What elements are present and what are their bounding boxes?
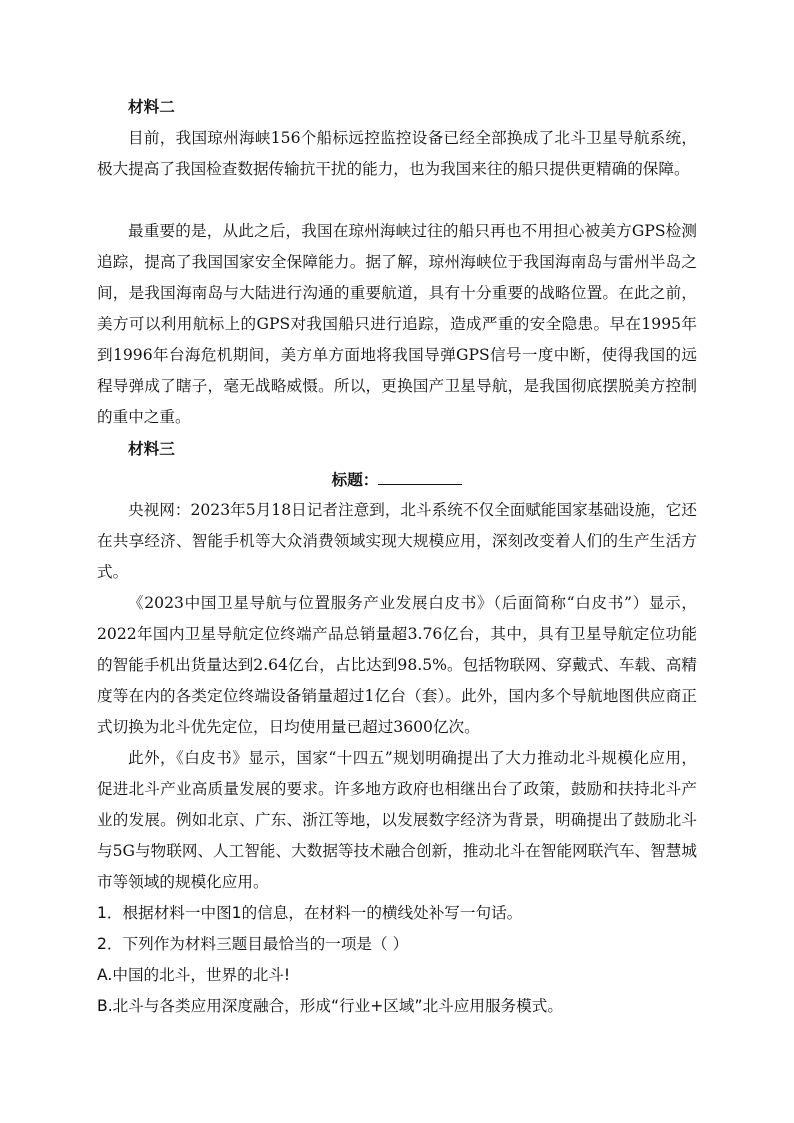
question-2-option-a: A.中国的北斗，世界的北斗! xyxy=(97,966,291,984)
question-2: 2．下列作为材料三题目最恰当的一项是（ ） xyxy=(97,935,409,953)
material-2-paragraph-1: 目前，我国琼州海峡156个船标远控监控设备已经全部换成了北斗卫星导航系统，极大提高了我国检查数据传输抗干扰的能力，也为我国来往的船只提供更精确的保障。 xyxy=(97,129,697,178)
material-3-title-line xyxy=(97,464,697,495)
material-2-paragraph-2: 最重要的是，从此之后，我国在琼州海峡过往的船只再也不用担心被美方GPS检测追踪，提高了我国国家安全保障能力。据了解，琼州海峡位于我国海南岛与雷州半岛之间，是我国海南岛与大陆进行沟通的重要航道，具有十分重要的战略位置。在此之前，美方可以利用航标上的GPS对我国船只进行追踪，造成严重的安全隐患。早在1995年到1996年台海危机期间，美方单方面地将我国导弹GPS信号一度中断，使得我国的远程导弹成了瞎子，毫无战略威慑。所以，更换国产卫星导航，是我国彻底摆脱美方控制的重中之重。 xyxy=(97,222,697,426)
material-3-heading: 材料三 xyxy=(128,439,175,458)
question-2-option-b: B.北斗与各类应用深度融合，形成“行业+区域”北斗应用服务模式。 xyxy=(97,997,563,1015)
material-3-paragraph-3: 此外，《白皮书》显示，国家“十四五”规划明确提出了大力推动北斗规模化应用，促进北斗产业高质量发展的要求。许多地方政府也相继出台了政策，鼓励和扶持北斗产业的发展。例如北京、广东、浙江等地，以发展数字经济为背景，明确提出了鼓励北斗与5G与物联网、人工智能、大数据等技术融合创新，推动北斗在智能网联汽车、智慧城市等领域的规模化应用。 xyxy=(97,749,697,891)
material-2-heading: 材料二 xyxy=(128,97,175,116)
material-3-paragraph-2: 《2023中国卫星导航与位置服务产业发展白皮书》（后面简称“白皮书”）显示，2022年国内卫星导航定位终端产品总销量超3.76亿台，其中，具有卫星导航定位功能的智能手机出货量达到2.64亿台，占比达到98.5%。包括物联网、穿戴式、车载、高精度等在内的各类定位终端设备销量超过1亿台（套）。此外，国内多个导航地图供应商正式切换为北斗优先定位，日均使用量已超过3600亿次。 xyxy=(97,594,697,736)
title-blank xyxy=(378,468,462,485)
material-3-paragraph-1: 央视网：2023年5月18日记者注意到，北斗系统不仅全面赋能国家基础设施，它还在共享经济、智能手机等大众消费领域实现大规模应用，深刻改变着人们的生产生活方式。 xyxy=(97,501,697,581)
title-label: 标题： xyxy=(331,470,379,489)
question-1: 1．根据材料一中图1的信息，在材料一的横线处补写一句话。 xyxy=(97,904,523,922)
